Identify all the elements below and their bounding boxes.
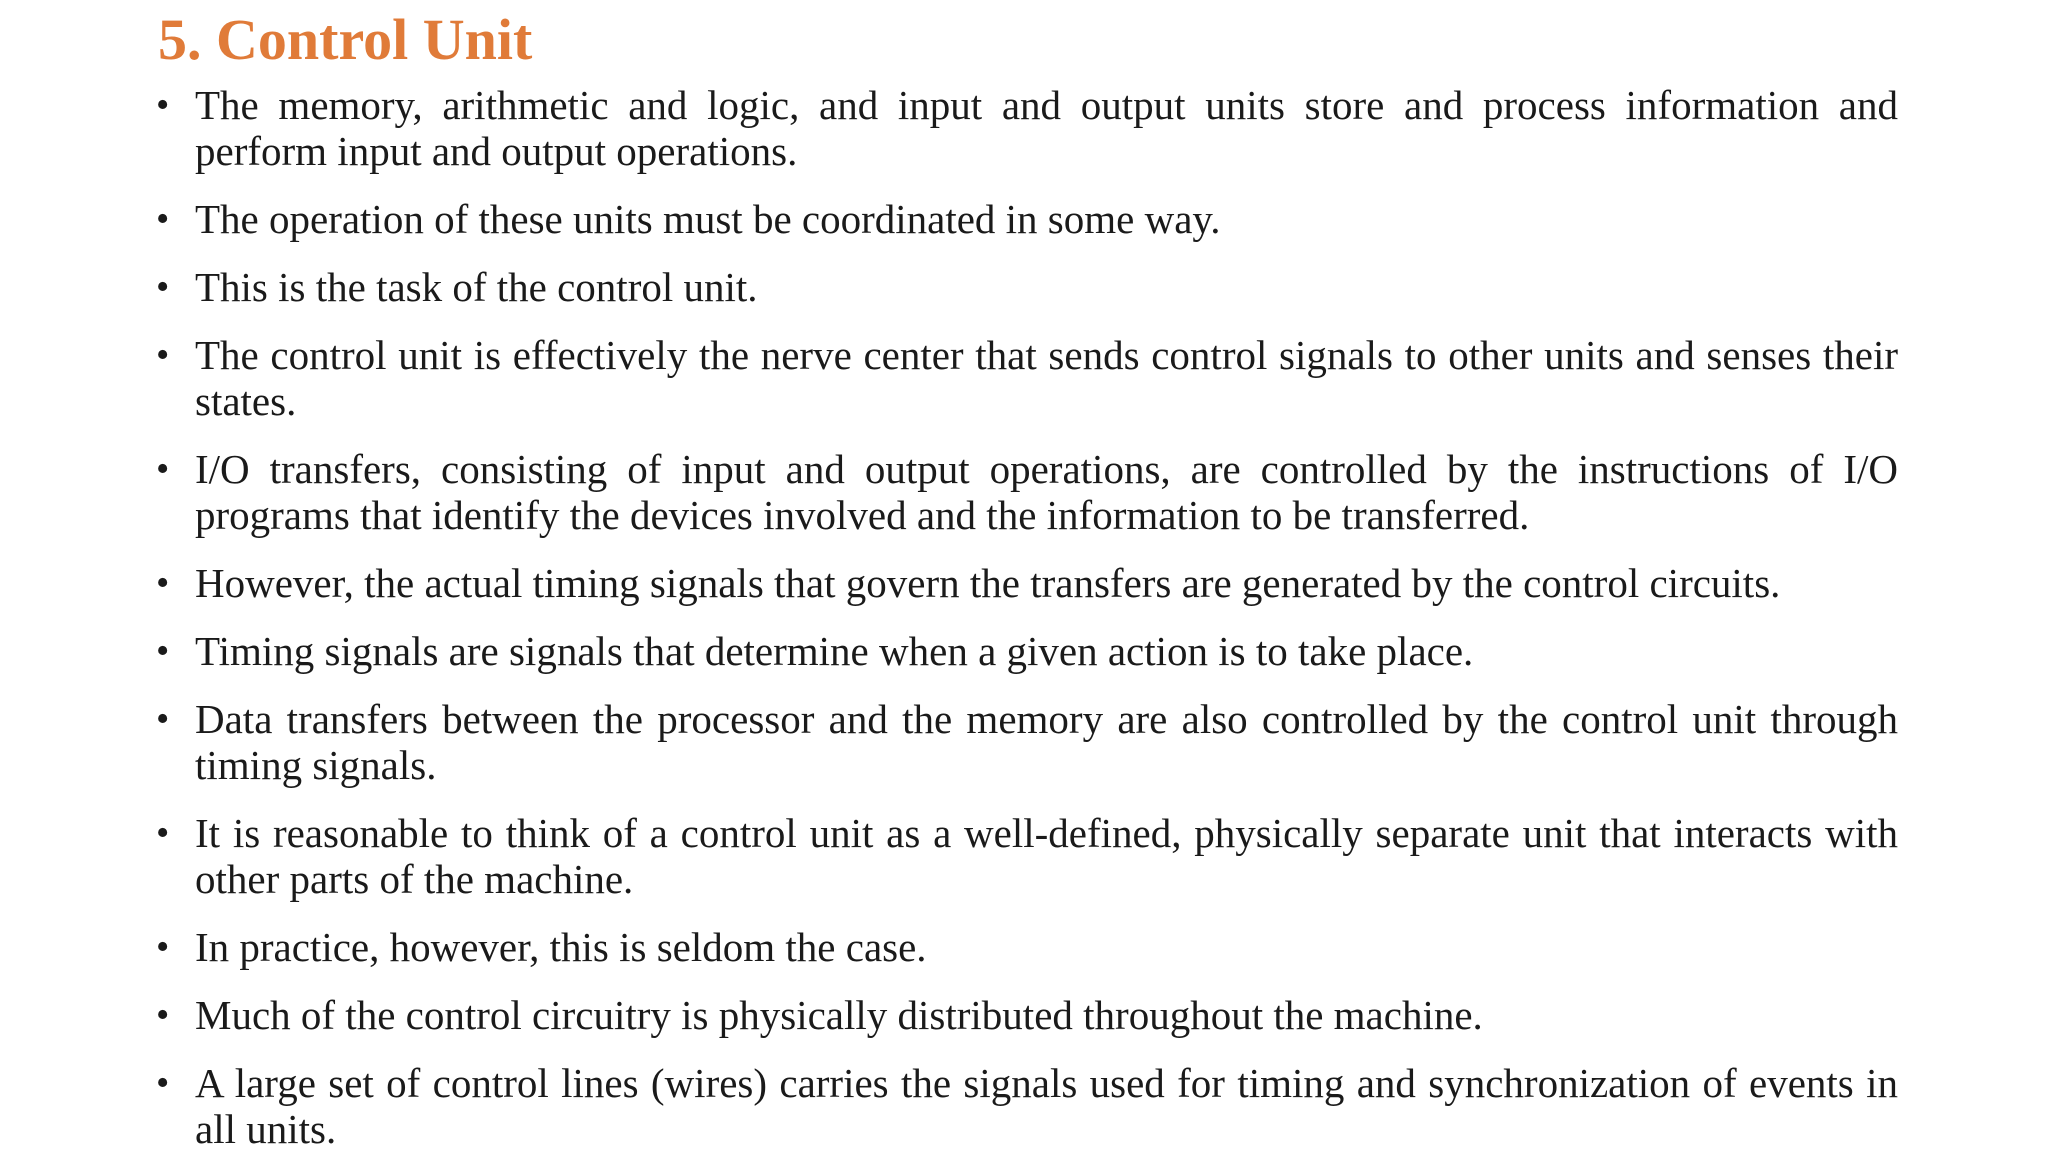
bullet-text: In practice, however, this is seldom the case. xyxy=(195,924,927,970)
list-item xyxy=(156,924,1898,970)
list-item xyxy=(156,446,1898,538)
bullet-text: A large set of control lines (wires) carries the signals used for timing and synchronization of events in all units. xyxy=(195,1060,1898,1152)
bullet-icon: • xyxy=(156,562,170,604)
list-item xyxy=(156,196,1898,242)
bullet-icon: • xyxy=(156,266,170,308)
list-item xyxy=(156,560,1898,606)
bullet-text: Timing signals are signals that determine when a given action is to take place. xyxy=(195,628,1474,674)
bullet-list xyxy=(156,82,1898,1174)
bullet-text: The control unit is effectively the nerve center that sends control signals to other units and senses their states. xyxy=(195,332,1898,424)
slide-title: 5. Control Unit xyxy=(158,7,533,72)
list-item xyxy=(156,628,1898,674)
bullet-text: I/O transfers, consisting of input and output operations, are controlled by the instructions of I/O programs that identify the devices involved and the information to be transferred. xyxy=(195,446,1898,538)
bullet-icon: • xyxy=(156,448,170,490)
bullet-text: It is reasonable to think of a control unit as a well-defined, physically separate unit that interacts with other parts of the machine. xyxy=(195,810,1898,902)
bullet-icon: • xyxy=(156,630,170,672)
list-item xyxy=(156,696,1898,788)
bullet-text: This is the task of the control unit. xyxy=(195,264,758,310)
bullet-icon: • xyxy=(156,1062,170,1104)
bullet-text: Much of the control circuitry is physically distributed throughout the machine. xyxy=(195,992,1483,1038)
bullet-icon: • xyxy=(156,198,170,240)
bullet-icon: • xyxy=(156,84,170,126)
list-item xyxy=(156,810,1898,902)
bullet-icon: • xyxy=(156,334,170,376)
bullet-text: The operation of these units must be coordinated in some way. xyxy=(195,196,1221,242)
bullet-text: The memory, arithmetic and logic, and input and output units store and process information and perform input and output operations. xyxy=(195,82,1898,174)
bullet-icon: • xyxy=(156,994,170,1036)
bullet-icon: • xyxy=(156,812,170,854)
list-item xyxy=(156,82,1898,174)
list-item xyxy=(156,1060,1898,1152)
bullet-text: However, the actual timing signals that govern the transfers are generated by the control circuits. xyxy=(195,560,1781,606)
list-item xyxy=(156,992,1898,1038)
bullet-icon: • xyxy=(156,926,170,968)
bullet-text: Data transfers between the processor and the memory are also controlled by the control unit through timing signals. xyxy=(195,696,1898,788)
bullet-icon: • xyxy=(156,698,170,740)
list-item xyxy=(156,264,1898,310)
list-item xyxy=(156,332,1898,424)
